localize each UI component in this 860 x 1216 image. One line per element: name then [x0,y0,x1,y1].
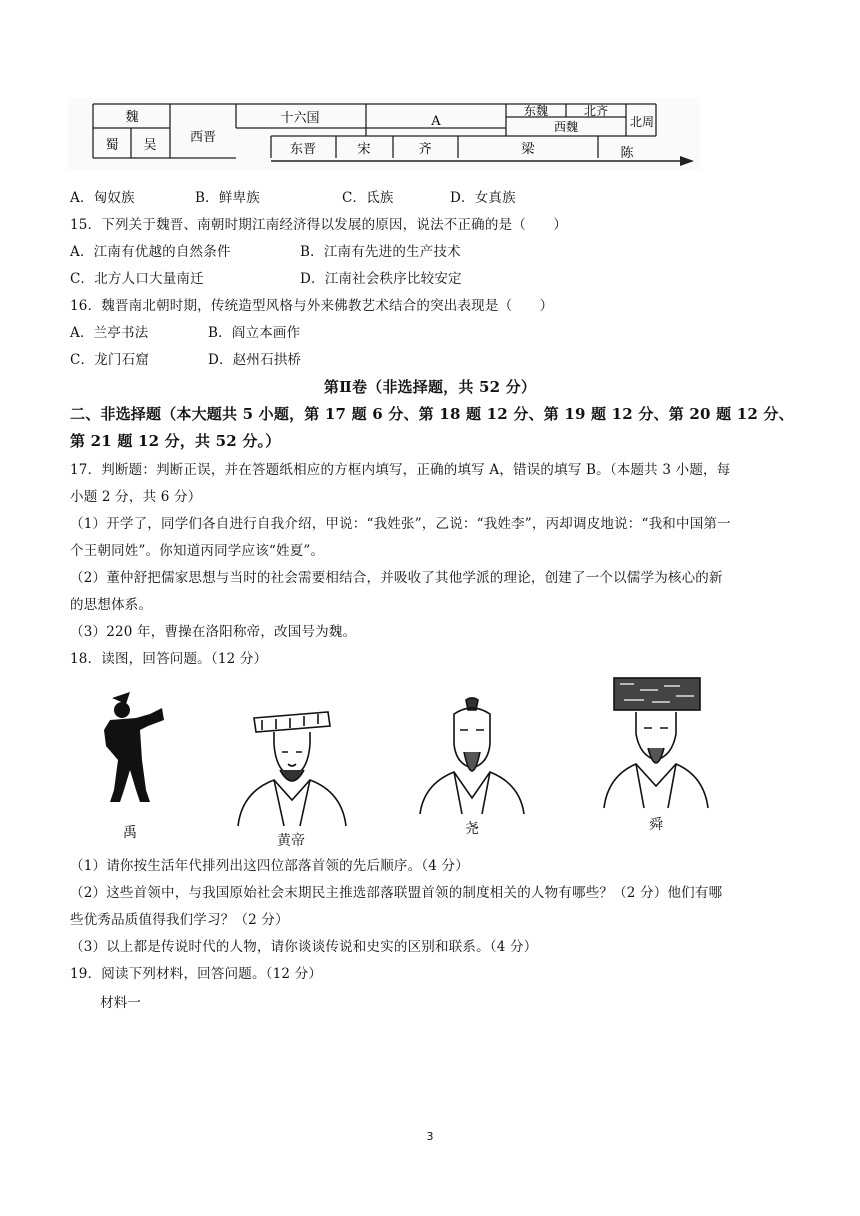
q17-item3: （3）220 年，曹操在洛阳称帝，改国号为魏。 [70,624,357,640]
q18-stem: 18．读图，回答问题。（12 分） [70,651,268,667]
timeline-label-xiwei: 西魏 [553,120,579,134]
q17-item2-line2: 的思想体系。 [70,597,153,613]
figure-caption-yu: 禹 [123,825,137,841]
timeline-label-dongwei: 东魏 [523,104,549,118]
timeline-label-liang: 梁 [521,142,535,157]
q15-option-a: A．江南有优越的自然条件 [70,244,231,260]
q17-stem-line1: 17．判断题：判断正误，并在答题纸相应的方框内填写，正确的填写 A，错误的填写 B。（本题共 3 小题，每 [70,462,731,478]
timeline-label-chen: 陈 [620,146,634,161]
q15-option-c: C．北方人口大量南迁 [70,271,204,287]
q18-item3: （3）以上都是传说时代的人物，请你谈谈传说和史实的区别和联系。（4 分） [70,939,538,955]
q18-item1: （1）请你按生活年代排列出这四位部落首领的先后顺序。（4 分） [70,858,469,874]
q14-option-c: C．氐族 [342,190,394,206]
q16-option-c: C．龙门石窟 [70,352,150,368]
timeline-label-shiliuguo: 十六国 [280,111,320,126]
q16-option-d: D．赵州石拱桥 [208,352,302,368]
q15-option-b: B．江南有先进的生产技术 [300,244,461,260]
section2-heading-line2: 第 21 题 12 分，共 52 分。） [70,432,281,450]
timeline-label-wu: 吴 [143,138,157,153]
q18-item2-line1: （2）这些首领中，与我国原始社会末期民主推选部落联盟首领的制度相关的人物有哪些？（2 分）他们有哪 [70,885,723,901]
q16-stem: 16．魏晋南北朝时期，传统造型风格与外来佛教艺术结合的突出表现是（ ） [70,298,554,314]
shun-figure-image [600,672,712,812]
timeline-label-qi: 齐 [418,142,432,157]
yao-figure-image [416,694,528,818]
q17-item2-line1: （2）董仲舒把儒家思想与当时的社会需要相结合，并吸收了其他学派的理论，创建了一个以儒学为核心的新 [70,570,723,586]
figure-caption-shun: 舜 [649,817,663,833]
figure-caption-huangdi: 黄帝 [277,833,305,849]
q19-stem: 19．阅读下列材料，回答问题。（12 分） [70,966,323,982]
timeline-label-shu: 蜀 [105,138,119,153]
section2-heading-line1: 二、非选择题（本大题共 5 小题，第 17 题 6 分、第 18 题 12 分、第 19 题 12 分、第 20 题 12 分、 [70,405,794,423]
page-number: 3 [426,1130,434,1143]
timeline-label-wei: 魏 [125,110,139,125]
timeline-label-dongjin: 东晋 [289,142,317,157]
q18-item2-line2: 些优秀品质值得我们学习？（2 分） [70,912,289,928]
q16-option-a: A．兰亭书法 [70,325,149,341]
q15-stem: 15．下列关于魏晋、南朝时期江南经济得以发展的原因，说法不正确的是（ ） [70,217,568,233]
yu-figure-image [90,690,170,820]
timeline-label-beizhou: 北周 [629,115,655,129]
section2-title: 第Ⅱ卷（非选择题，共 52 分） [323,378,537,396]
q16-option-b: B．阎立本画作 [208,325,301,341]
timeline-label-a: A [431,114,441,129]
q14-option-b: B．鲜卑族 [195,190,260,206]
huangdi-figure-image [232,700,350,828]
q17-stem-line2: 小题 2 分，共 6 分） [70,489,202,505]
q19-material1-label: 材料一 [100,995,142,1011]
q17-item1-line2: 个王朝同姓”。你知道丙同学应该“姓夏”。 [70,543,325,559]
timeline-label-beiqi: 北齐 [583,104,609,118]
timeline-label-song: 宋 [357,142,371,157]
q14-option-d: D．女真族 [450,190,516,206]
dynasty-timeline [68,98,700,170]
q15-option-d: D．江南社会秩序比较安定 [300,271,462,287]
figure-caption-yao: 尧 [465,821,479,837]
q14-option-a: A．匈奴族 [70,190,135,206]
q17-item1-line1: （1）开学了，同学们各自进行自我介绍，甲说：“我姓张”，乙说：“我姓李”，丙却调皮地说：“我和中国第一 [70,516,731,532]
timeline-label-xijin: 西晋 [189,130,217,145]
